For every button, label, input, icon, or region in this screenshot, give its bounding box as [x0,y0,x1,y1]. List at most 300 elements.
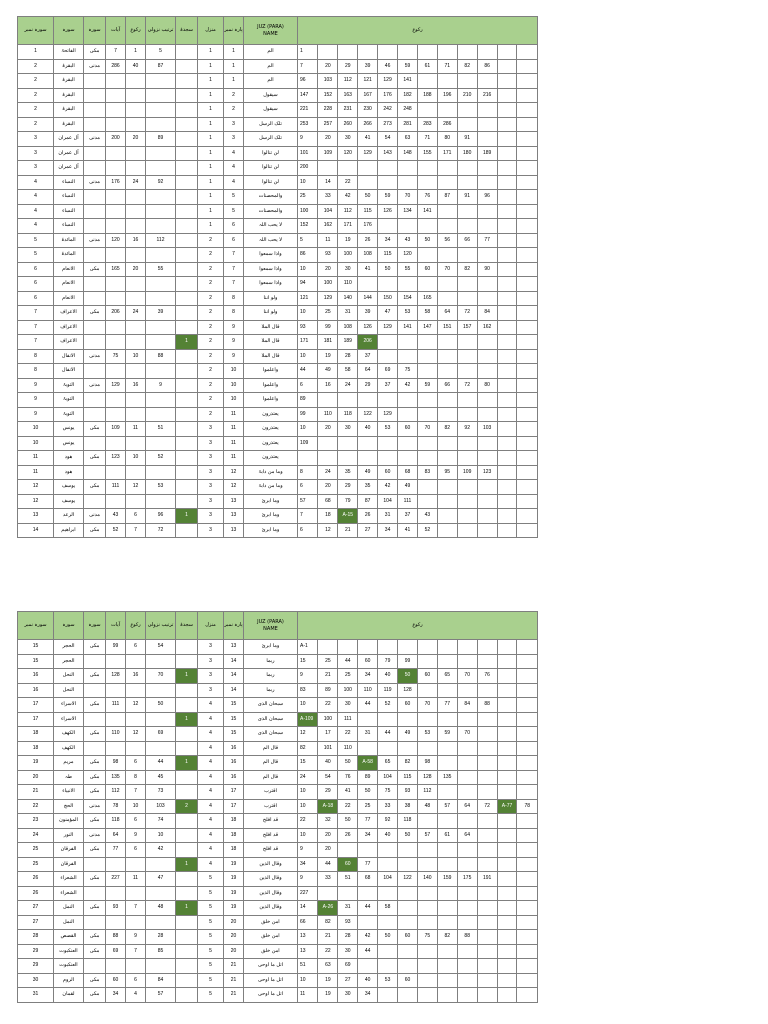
table-row [18,959,538,974]
surah-name-cell: آل عمران [54,161,84,176]
ruku-value-cell: 50 [338,814,358,828]
ruku-values-cell [298,233,538,248]
para-no-cell: 16 [224,770,244,785]
ruku-value-cell: 84 [457,698,477,712]
ruku-value-cell: 91 [457,190,477,204]
ruku-values-cell [298,320,538,335]
surah-no-cell: 15 [18,640,54,655]
ruku-value-cell: 71 [417,132,437,146]
ruku-value-cell [477,248,497,262]
surah-name-cell: الروم [54,973,84,988]
tarteeb-nuzuli-cell: 28 [146,930,176,945]
manzil-cell: 1 [198,175,224,190]
ruku-value-cell [378,350,398,364]
ruku-value-cell [378,916,398,930]
ruku-value-cell: 59 [398,60,418,74]
ruku-value-cell [497,974,517,988]
ruku-values-cell [298,103,538,118]
ruku-value-cell: 230 [358,103,378,117]
ruku-value-cell [497,277,517,291]
ayat-count-cell [106,277,126,292]
ruku-value-cell: 70 [417,422,437,436]
ruku-value-cell: 143 [378,147,398,161]
juz-name-cell: ولو اننا [244,291,298,306]
ruku-value-cell [517,524,537,538]
ruku-value-cell: 112 [338,205,358,219]
ruku-value-cell: 91 [457,132,477,146]
surah-no-cell: 29 [18,944,54,959]
tarteeb-nuzuli-cell: 53 [146,480,176,495]
ruku-value-cell [457,684,477,698]
surah-name-cell: لقمان [54,988,84,1003]
surah-no-cell: 18 [18,727,54,742]
sajda-count-cell [176,944,198,959]
juz-name-cell: ربما [244,669,298,684]
ruku-value-cell: 30 [338,132,358,146]
ruku-value-cell: 93 [398,785,418,799]
ruku-value-cell: 20 [318,263,338,277]
surah-no-cell: 14 [18,523,54,538]
ruku-value-cell: 140 [338,292,358,306]
ruku-values-cell [298,683,538,698]
ayat-count-cell: 110 [106,727,126,742]
ruku-value-cell: 21 [338,524,358,538]
surah-no-cell: 17 [18,698,54,713]
tarteeb-nuzuli-cell: 103 [146,799,176,814]
ruku-value-cell [358,640,378,654]
ruku-value-cell [517,916,537,930]
ruku-values-cell [298,465,538,480]
ayat-count-cell: 206 [106,306,126,321]
manzil-cell: 1 [198,45,224,60]
tarteeb-nuzuli-cell [146,161,176,176]
surah-type-cell [84,436,106,451]
ruku-value-cell: 10 [300,831,306,838]
ruku-value-cell: 83 [417,466,437,480]
header-ayat: آیات [106,612,126,640]
surah-type-cell [84,74,106,89]
surah-type-cell [84,161,106,176]
ruku-value-cell: 115 [358,205,378,219]
tarteeb-nuzuli-cell: 72 [146,523,176,538]
ruku-value-cell [457,524,477,538]
juz-name-cell: وقال الذین [244,872,298,887]
juz-name-cell: ربما [244,683,298,698]
sajda-count-cell [176,814,198,829]
header-juz-name [244,17,298,45]
ruku-value-cell [517,132,537,146]
ruku-value-cell [417,974,437,988]
ruku-value-cell [437,814,457,828]
para-no-cell: 9 [224,349,244,364]
ruku-value-cell [497,872,517,886]
table-header [18,17,538,45]
header-sajda: سجدۃ [176,17,198,45]
ruku-value-cell: 60 [398,422,418,436]
manzil-cell: 3 [198,669,224,684]
ruku-value-cell: 9 [300,672,303,679]
ruku-value-cell: 103 [318,74,338,88]
ruku-value-cell: 39 [358,60,378,74]
ruku-value-cell [477,901,497,915]
ruku-value-cell: A-77 [497,800,517,814]
table-row [18,814,538,829]
surah-type-cell: مدنی [84,509,106,524]
ruku-value-cell [378,176,398,190]
ruku-value-cell: 44 [358,901,378,915]
ayat-count-cell: 78 [106,799,126,814]
ruku-value-cell: 29 [318,785,338,799]
juz-name-cell: سیقول [244,88,298,103]
ruku-count-cell: 7 [126,785,146,800]
para-no-cell: 13 [224,509,244,524]
ruku-value-cell [417,364,437,378]
ruku-value-cell [517,422,537,436]
sajda-count-cell [176,930,198,945]
ruku-count-cell: 40 [126,59,146,74]
ruku-values-cell [298,741,538,756]
ruku-value-cell [497,234,517,248]
table-row [18,669,538,684]
manzil-cell: 4 [198,741,224,756]
ruku-value-cell: 99 [318,321,338,335]
ruku-value-cell: 129 [358,147,378,161]
ruku-value-cell [497,364,517,378]
ruku-value-cell: 59 [378,190,398,204]
ruku-count-cell [126,886,146,901]
manzil-cell: 3 [198,654,224,669]
ruku-value-cell [417,277,437,291]
ruku-value-cell [517,147,537,161]
ruku-value-cell: 87 [358,495,378,509]
ruku-value-cell: 10 [300,309,306,316]
sajda-count-cell [176,407,198,422]
manzil-cell: 5 [198,886,224,901]
sajda-count-cell [176,741,198,756]
sajda-count-cell [176,973,198,988]
tarteeb-nuzuli-cell: 5 [146,45,176,60]
ruku-value-cell [477,771,497,785]
juz-name-cell: الم [244,45,298,60]
ruku-value-cell [417,887,437,901]
ruku-value-cell: 55 [398,263,418,277]
ruku-value-cell [477,335,497,349]
manzil-cell: 5 [198,872,224,887]
tarteeb-nuzuli-cell [146,291,176,306]
ruku-value-cell [457,988,477,1002]
ruku-value-cell: 100 [318,277,338,291]
ruku-value-cell [437,480,457,494]
ayat-count-cell [106,74,126,89]
ruku-value-cell [517,858,537,872]
ruku-value-cell [417,103,437,117]
ruku-value-cell [477,292,497,306]
header-juz-name [244,612,298,640]
juz-name-cell: وما ابرئ [244,509,298,524]
surah-no-cell: 6 [18,277,54,292]
ruku-value-cell [497,379,517,393]
manzil-cell: 3 [198,451,224,466]
ruku-value-cell [497,930,517,944]
ruku-value-cell: 162 [318,219,338,233]
ruku-values-cell [298,407,538,422]
ruku-value-cell: 79 [378,655,398,669]
ruku-value-cell: 77 [358,814,378,828]
ayat-count-cell [106,741,126,756]
surah-name-cell: النساء [54,219,84,234]
ruku-value-cell [477,916,497,930]
ruku-value-cell: 281 [398,118,418,132]
ruku-value-cell [517,379,537,393]
ruku-value-cell: 65 [437,669,457,683]
ruku-value-cell: 42 [338,190,358,204]
tarteeb-nuzuli-cell: 57 [146,988,176,1003]
ruku-value-cell [477,655,497,669]
juz-name-cell: امن خلق [244,930,298,945]
ruku-value-cell: 50 [417,234,437,248]
juz-name-cell: سبحان الذی [244,712,298,727]
ruku-value-cell [358,176,378,190]
ruku-value-cell: 152 [300,222,309,229]
ruku-value-cell: 196 [437,89,457,103]
manzil-cell: 3 [198,683,224,698]
ayat-count-cell [106,683,126,698]
ruku-count-cell: 11 [126,422,146,437]
ruku-value-cell [398,742,418,756]
ruku-value-cell: 101 [300,149,309,156]
tarteeb-nuzuli-cell [146,393,176,408]
surah-no-cell: 31 [18,988,54,1003]
ruku-value-cell [497,408,517,422]
ruku-value-cell [477,727,497,741]
table-row [18,741,538,756]
surah-no-cell: 19 [18,756,54,771]
para-no-cell: 12 [224,480,244,495]
ruku-value-cell: 64 [457,800,477,814]
surah-type-cell [84,88,106,103]
ruku-value-cell: 110 [318,408,338,422]
ruku-value-cell: 33 [318,872,338,886]
ruku-value-cell [398,916,418,930]
ruku-count-cell [126,959,146,974]
ruku-value-cell: 26 [338,829,358,843]
ruku-value-cell: 118 [338,408,358,422]
ruku-value-cell [417,901,437,915]
ruku-value-cell [417,161,437,175]
ruku-count-cell [126,320,146,335]
table-row [18,45,538,60]
ruku-value-cell: 15 [300,759,306,766]
surah-type-cell [84,494,106,509]
ruku-value-cell: A-26 [318,901,338,915]
juz-name-cell: وقال الذین [244,901,298,916]
table-row [18,233,538,248]
manzil-cell: 2 [198,407,224,422]
ruku-value-cell [417,335,437,349]
ruku-value-cell: 58 [338,364,358,378]
ruku-count-cell: 6 [126,756,146,771]
ruku-count-cell [126,219,146,234]
surah-no-cell: 6 [18,291,54,306]
para-no-cell: 19 [224,872,244,887]
table-row [18,248,538,263]
ruku-value-cell [497,321,517,335]
para-no-cell: 21 [224,959,244,974]
ayat-count-cell [106,857,126,872]
ruku-value-cell [497,161,517,175]
ruku-value-cell: 49 [318,364,338,378]
ruku-values-cell [298,770,538,785]
ruku-value-cell: 157 [457,321,477,335]
header-manzil: منزل [198,612,224,640]
surah-name-cell: الفاتحۃ [54,45,84,60]
tarteeb-nuzuli-cell [146,248,176,263]
ruku-value-cell: 57 [417,829,437,843]
para-no-cell: 13 [224,494,244,509]
ruku-value-cell [417,480,437,494]
ruku-count-cell [126,161,146,176]
juz-name-cell: وما من دابۃ [244,480,298,495]
table-row [18,930,538,945]
ruku-value-cell [477,930,497,944]
ruku-values-cell [298,190,538,205]
ayat-count-cell: 286 [106,59,126,74]
ruku-value-cell: 162 [477,321,497,335]
ruku-value-cell: 260 [338,118,358,132]
ruku-value-cell [457,205,477,219]
sajda-count-cell [176,785,198,800]
ruku-value-cell [517,698,537,712]
ruku-value-cell [457,248,477,262]
ruku-value-cell: A-109 [298,713,318,727]
table-row [18,161,538,176]
surah-type-cell: مکی [84,45,106,60]
ruku-count-cell: 7 [126,901,146,916]
ayat-count-cell: 200 [106,132,126,147]
ruku-value-cell [477,742,497,756]
ruku-count-cell [126,857,146,872]
ruku-value-cell: 70 [457,727,477,741]
juz-name-cell: قد افلح [244,828,298,843]
ruku-value-cell [417,248,437,262]
ruku-value-cell: 53 [378,422,398,436]
manzil-cell: 3 [198,523,224,538]
juz-name-cell: واعلموا [244,364,298,379]
ruku-value-cell: 159 [437,872,457,886]
ruku-value-cell [437,959,457,973]
ruku-value-cell: 35 [358,480,378,494]
ruku-value-cell: 42 [378,480,398,494]
tarteeb-nuzuli-cell [146,857,176,872]
ruku-value-cell: 39 [358,306,378,320]
ruku-values-cell [298,799,538,814]
ruku-value-cell: 228 [318,103,338,117]
ruku-values-cell [298,828,538,843]
ruku-value-cell [417,742,437,756]
ruku-value-cell [477,480,497,494]
ruku-value-cell: 86 [477,60,497,74]
ruku-value-cell: 20 [318,829,338,843]
ruku-value-cell [477,74,497,88]
ruku-value-cell [477,495,497,509]
ruku-value-cell: 108 [358,248,378,262]
header-surah-no: سورہ نمبر [18,17,54,45]
ruku-value-cell [477,785,497,799]
surah-type-cell: مدنی [84,233,106,248]
manzil-cell: 1 [198,132,224,147]
ruku-count-cell: 10 [126,799,146,814]
juz-name-cell: امن خلق [244,915,298,930]
table-row [18,335,538,350]
ruku-value-cell: 51 [300,962,306,969]
surah-no-cell: 9 [18,407,54,422]
surah-name-cell: المائدۃ [54,248,84,263]
manzil-cell: 4 [198,698,224,713]
ruku-count-cell: 12 [126,698,146,713]
ruku-value-cell [497,393,517,407]
ruku-value-cell [378,219,398,233]
para-no-cell: 13 [224,640,244,655]
ruku-value-cell: 8 [300,468,303,475]
ruku-value-cell: 42 [398,379,418,393]
ruku-value-cell: 30 [338,945,358,959]
ruku-value-cell [517,959,537,973]
manzil-cell: 3 [198,436,224,451]
juz-name-cell: اتل ما اوحی [244,973,298,988]
ruku-value-cell [477,103,497,117]
tarteeb-nuzuli-cell: 85 [146,944,176,959]
ruku-value-cell: 26 [358,234,378,248]
table-row [18,349,538,364]
ruku-value-cell [497,771,517,785]
surah-no-cell: 2 [18,88,54,103]
ruku-value-cell [398,843,418,857]
ayat-count-cell: 120 [106,233,126,248]
ruku-value-cell: 109 [318,147,338,161]
ruku-value-cell: 286 [437,118,457,132]
juz-name-cell: الم [244,59,298,74]
table-row [18,378,538,393]
ruku-value-cell [497,945,517,959]
ruku-value-cell: 37 [358,350,378,364]
para-no-cell: 14 [224,654,244,669]
surah-no-cell: 12 [18,494,54,509]
manzil-cell: 2 [198,262,224,277]
sajda-count-cell [176,843,198,858]
ruku-value-cell [477,132,497,146]
ruku-value-cell [457,495,477,509]
ruku-count-cell [126,407,146,422]
ruku-value-cell: 41 [358,132,378,146]
ruku-value-cell [338,640,358,654]
ruku-value-cell [338,887,358,901]
ruku-value-cell [517,248,537,262]
para-no-cell: 16 [224,756,244,771]
ruku-value-cell [517,321,537,335]
juz-name-cell: وما من دابۃ [244,465,298,480]
ruku-count-cell [126,654,146,669]
surah-name-cell: الاسراء [54,698,84,713]
ruku-value-cell: 72 [477,800,497,814]
sajda-count-cell [176,190,198,205]
surah-name-cell: النحل [54,683,84,698]
ruku-value-cell: 80 [477,379,497,393]
ruku-count-cell [126,204,146,219]
header-surah-no: سورہ نمبر [18,612,54,640]
ruku-value-cell: 100 [338,684,358,698]
ruku-value-cell: 63 [398,132,418,146]
ruku-value-cell [457,959,477,973]
